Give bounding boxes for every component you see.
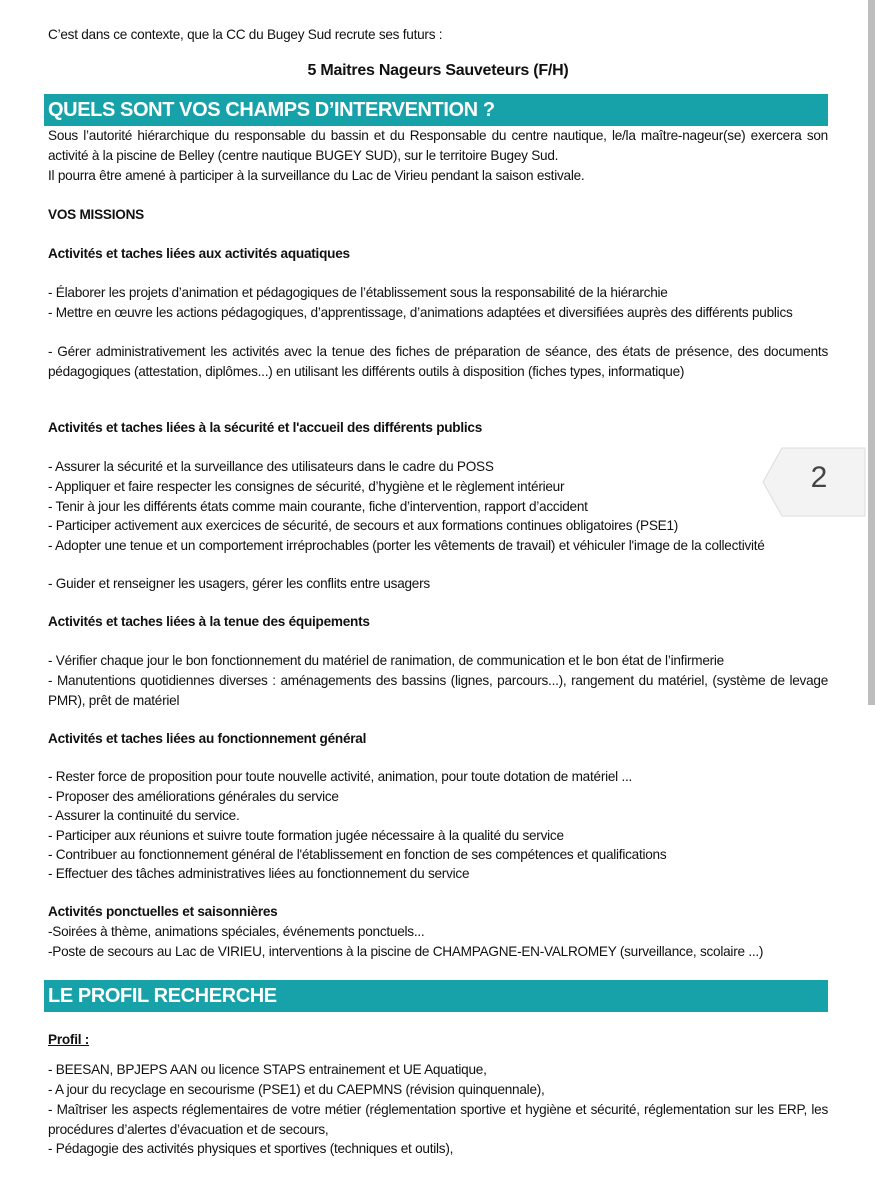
list-item: - Appliquer et faire respecter les consignes de sécurité, d’hygiène et le règlement intérieur xyxy=(48,479,565,494)
list-item: - Rester force de proposition pour toute nouvelle activité, animation, pour toute dotation de matériel ... xyxy=(48,769,633,784)
list-item: -Poste de secours au Lac de VIRIEU, interventions à la piscine de CHAMPAGNE-EN-VALROMEY (surveillance, scolaire ...) xyxy=(48,944,764,959)
list-item: - Vérifier chaque jour le bon fonctionnement du matériel de ranimation, de communication et le bon état de l’infirmerie xyxy=(48,653,724,668)
list-item: - Proposer des améliorations générales du service xyxy=(48,789,339,804)
list-item: - Mettre en œuvre les actions pédagogiques, d’apprentissage, d’animations adaptées et diversifiées auprès des différents publics xyxy=(48,305,793,320)
profil-item: - A jour du recyclage en secourisme (PSE1) et du CAEPMNS (révision quinquennale), xyxy=(48,1082,545,1097)
page-number-indicator xyxy=(762,447,866,517)
list-item: - Assurer la sécurité et la surveillance des utilisateurs dans le cadre du POSS xyxy=(48,459,494,474)
section-heading: Activités et taches liées à la tenue des équipements xyxy=(48,614,370,629)
section-banner-intervention: QUELS SONT VOS CHAMPS D’INTERVENTION ? xyxy=(44,94,828,126)
profil-item: - BEESAN, BPJEPS AAN ou licence STAPS entrainement et UE Aquatique, xyxy=(48,1062,487,1077)
section-heading: Activités et taches liées aux activités aquatiques xyxy=(48,246,350,261)
list-item: - Gérer administrativement les activités avec la tenue des fiches de préparation de séance, des états de présence, des documents pédagogiques (attestation, diplômes...) en utilisant les différents outils à disposition (fiches types, informatique) xyxy=(48,344,828,379)
list-item: - Participer activement aux exercices de sécurité, de secours et aux formations continues obligatoires (PSE1) xyxy=(48,518,679,533)
page-number: 2 xyxy=(810,461,828,494)
job-title: 5 Maitres Nageurs Sauveteurs (F/H) xyxy=(307,62,569,79)
list-item: - Contribuer au fonctionnement général de l'établissement en fonction de ses compétences et qualifications xyxy=(48,847,667,862)
section-heading: Activités et taches liées à la sécurité et l'accueil des différents publics xyxy=(48,420,483,435)
section-heading: Activités et taches liées au fonctionnement général xyxy=(48,731,367,746)
list-item: - Participer aux réunions et suivre toute formation jugée nécessaire à la qualité du service xyxy=(48,828,564,843)
list-item: - Adopter une tenue et un comportement irréprochables (porter les vêtements de travail) et véhiculer l'image de la collectivité xyxy=(48,538,765,553)
list-item: - Élaborer les projets d’animation et pédagogiques de l’établissement sous la responsabilité de la hiérarchie xyxy=(48,285,668,300)
list-item: - Effectuer des tâches administratives liées au fonctionnement du service xyxy=(48,866,470,881)
intro-paragraph-1: Sous l’autorité hiérarchique du responsable du bassin et du Responsable du centre nautique, le/la maître-nageur(se) exercera son activité à la piscine de Belley (centre nautique BUGEY SUD), sur le territoire Bugey Sud. xyxy=(48,128,828,163)
missions-heading: VOS MISSIONS xyxy=(48,207,144,222)
list-item: - Tenir à jour les différents états comme main courante, fiche d’intervention, rapport d’accident xyxy=(48,499,588,514)
section-heading: Activités ponctuelles et saisonnières xyxy=(48,904,278,919)
list-item: - Manutentions quotidiennes diverses : aménagements des bassins (lignes, parcours...), rangement du matériel, (système de levage PMR), prêt de matériel xyxy=(48,673,828,708)
section-banner-profil: LE PROFIL RECHERCHE xyxy=(44,980,828,1012)
intro-text: C’est dans ce contexte, que la CC du Bugey Sud recrute ses futurs : xyxy=(48,27,443,42)
intro-paragraph-2: Il pourra être amené à participer à la surveillance du Lac de Virieu pendant la saison estivale. xyxy=(48,168,585,183)
list-item: - Assurer la continuité du service. xyxy=(48,808,240,823)
profil-item: - Pédagogie des activités physiques et sportives (techniques et outils), xyxy=(48,1141,454,1156)
scrollbar[interactable] xyxy=(868,0,875,705)
profil-item: - Maîtriser les aspects réglementaires de votre métier (réglementation sportive et hygiène et sécurité, réglementation sur les ERP, les procédures d’alertes d’évacuation et de secours, xyxy=(48,1102,828,1137)
profil-heading: Profil : xyxy=(48,1032,90,1047)
list-item: - Guider et renseigner les usagers, gérer les conflits entre usagers xyxy=(48,576,430,591)
list-item: -Soirées à thème, animations spéciales, événements ponctuels... xyxy=(48,924,425,939)
